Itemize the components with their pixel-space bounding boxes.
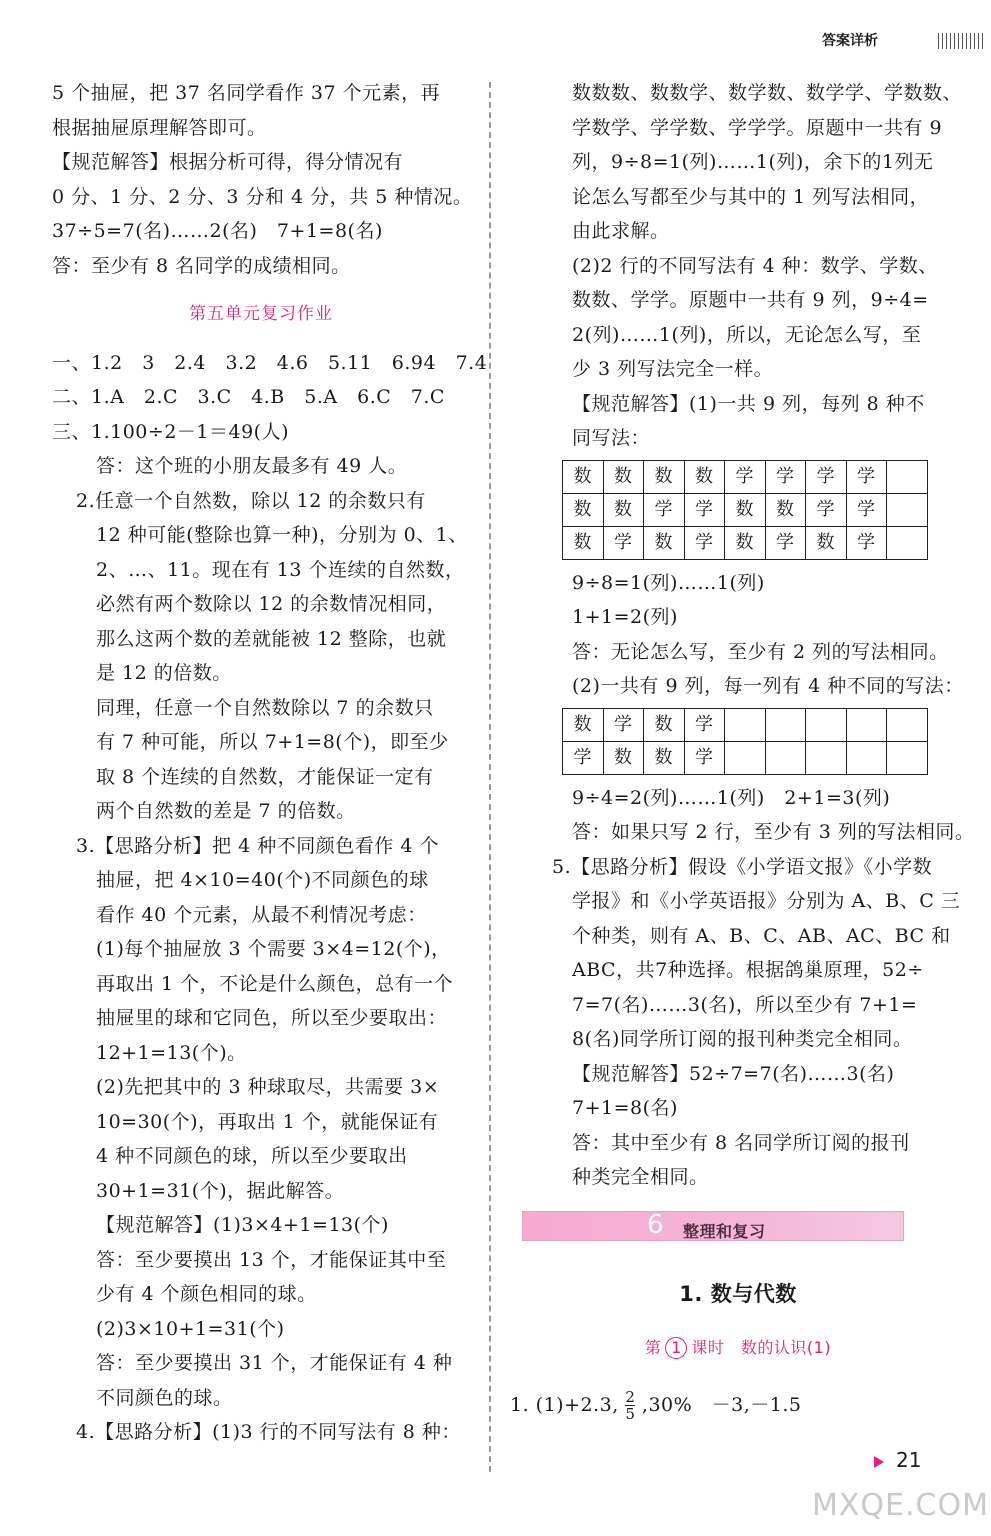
text-line: 学报》和《小学英语报》分别为 A、B、C 三 xyxy=(572,890,961,912)
text-line: 学数学、学学数、学学学。原题中一共有 9 xyxy=(572,116,943,139)
table-cell xyxy=(887,708,928,741)
table-cell: 学 xyxy=(806,460,847,493)
table-cell: 数 xyxy=(563,493,604,526)
table-cell: 学 xyxy=(684,741,725,774)
text-line: 取 8 个连续的自然数，才能保证一定有 xyxy=(96,765,434,788)
table-cell: 学 xyxy=(846,460,887,493)
text-line: 是 12 的倍数。 xyxy=(96,662,232,684)
text-line: (2)先把其中的 3 种球取尽，共需要 3× xyxy=(96,1076,440,1098)
table-cell: 数 xyxy=(644,741,685,774)
table-row xyxy=(563,493,928,526)
text-line: 列，9÷8=1(列)……1(列)，余下的1列无 xyxy=(572,151,934,173)
table-cell: 学 xyxy=(684,493,725,526)
answer-line: 三、1.100÷2－1＝49(人) xyxy=(52,420,289,443)
text-line: 【规范解答】(1)3×4+1=13(个) xyxy=(96,1214,389,1236)
lesson-prefix: 第 xyxy=(644,1338,662,1357)
text-line: 【规范解答】根据分析可得，得分情况有 xyxy=(52,151,404,173)
text-line: (2)一共有 9 列，每一列有 4 种不同的写法： xyxy=(572,675,964,697)
column-divider xyxy=(489,82,491,1472)
text-line: 12 种可能(整除也算一种)，分别为 0、1、 xyxy=(96,524,468,546)
text-line: (1)每个抽屉放 3 个需要 3×4=12(个)， xyxy=(96,938,451,960)
watermark: MXQE.COM xyxy=(812,1488,989,1523)
table-cell xyxy=(887,741,928,774)
answer-suffix: ,30% －3,－1.5 xyxy=(641,1393,802,1416)
answer-line: 二、1.A 2.C 3.C 4.B 5.A 6.C 7.C xyxy=(52,386,445,408)
table-cell: 数 xyxy=(603,741,644,774)
text-line: 看作 40 个元素，从最不利情况考虑： xyxy=(96,903,427,926)
table-cell xyxy=(765,708,806,741)
text-line: (2)3×10+1=31(个) xyxy=(96,1317,285,1340)
text-line: 数数、学学。原题中一共有 9 列，9÷4= xyxy=(572,289,929,311)
answer-line: 一、1.2 3 2.4 3.2 4.6 5.11 6.94 7.4 xyxy=(52,351,488,374)
text-line: 2.任意一个自然数，除以 12 的余数只有 xyxy=(76,489,426,512)
text-line: 9÷8=1(列)……1(列) xyxy=(572,571,765,594)
text-line: 有 7 种可能，所以 7+1=8(个)，即至少 xyxy=(96,731,449,753)
table-cell: 数 xyxy=(603,493,644,526)
text-line: 5 个抽屉，把 37 名同学看作 37 个元素，再 xyxy=(52,82,441,104)
text-line: 答：至少要摸出 31 个，才能保证有 4 种 xyxy=(96,1352,453,1374)
page-number: 21 xyxy=(896,1448,922,1472)
table-cell xyxy=(725,708,766,741)
unit-banner xyxy=(522,1211,904,1241)
table-cell: 数 xyxy=(603,460,644,493)
text-line: 论怎么写都至少与其中的 1 列写法相同， xyxy=(572,185,930,208)
section-title: 第五单元复习作业 xyxy=(189,304,333,324)
text-line: 抽屉里的球和它同色，所以至少要取出： xyxy=(96,1007,448,1029)
text-line: 9÷4=2(列)……1(列) 2+1=3(列) xyxy=(572,786,891,809)
table-cell: 数 xyxy=(806,526,847,559)
text-line: 那么这两个数的差就能被 12 整除，也就 xyxy=(96,627,447,650)
text-line: 4 种不同颜色的球，所以至少要取出 xyxy=(96,1145,408,1167)
table-cell: 学 xyxy=(644,493,685,526)
table-cell: 学 xyxy=(765,460,806,493)
table-cell xyxy=(846,708,887,741)
text-line: 再取出 1 个，不论是什么颜色，总有一个 xyxy=(96,972,454,995)
table-cell: 学 xyxy=(725,460,766,493)
lesson-heading xyxy=(528,1331,948,1366)
text-line: 少有 4 个颜色相同的球。 xyxy=(96,1283,317,1305)
text-line: 12+1=13(个)。 xyxy=(96,1041,247,1064)
table-cell: 学 xyxy=(684,708,725,741)
table-cell xyxy=(765,741,806,774)
text-line: 种类完全相同。 xyxy=(572,1166,709,1188)
text-line: 抽屉，把 4×10=40(个)不同颜色的球 xyxy=(96,869,429,891)
table-cell: 数 xyxy=(563,460,604,493)
text-line: 2(列)……1(列)，所以，无论怎么写，至 xyxy=(572,323,922,346)
text-line: ABC，共7种选择。根据鸽巢原理，52÷ xyxy=(572,959,924,981)
lesson-title: 课时 数的认识(1) xyxy=(691,1338,832,1357)
unit-number: 6 xyxy=(647,1209,665,1240)
table-cell: 学 xyxy=(563,741,604,774)
text-line: 【规范解答】52÷7=7(名)……3(名) xyxy=(572,1062,895,1085)
text-line: 【规范解答】(1)一共 9 列，每列 8 种不 xyxy=(572,392,925,415)
table-row xyxy=(563,526,928,559)
text-line: 1+1=2(列) xyxy=(572,606,678,628)
table-cell xyxy=(887,460,928,493)
text-line: 个种类，则有 A、B、C、AB、AC、BC 和 xyxy=(572,924,951,947)
text-line: 答：这个班的小朋友最多有 49 人。 xyxy=(96,455,408,477)
table-cell: 数 xyxy=(563,708,604,741)
text-line: 数数数、数数学、数学数、数学学、学数数、 xyxy=(572,82,963,104)
page-marker-icon xyxy=(874,1456,884,1468)
table-cell: 数 xyxy=(684,460,725,493)
text-line: 4.【思路分析】(1)3 行的不同写法有 8 种： xyxy=(76,1421,461,1443)
text-line: 同理，任意一个自然数除以 7 的余数只 xyxy=(96,696,434,719)
chapter-title: 1. 数与代数 xyxy=(679,1281,797,1306)
table-row xyxy=(563,708,928,741)
text-line: 7+1=8(名) xyxy=(572,1097,678,1119)
answer-line xyxy=(510,1388,948,1423)
table-cell xyxy=(806,708,847,741)
text-line: 7=7(名)……3(名)，所以至少有 7+1= xyxy=(572,993,918,1016)
table-cell: 学 xyxy=(806,493,847,526)
table-cell: 数 xyxy=(644,708,685,741)
left-column xyxy=(52,76,488,1450)
text-line: 5.【思路分析】假设《小学语文报》《小学数 xyxy=(552,855,933,878)
table-cell xyxy=(887,493,928,526)
text-line: 0 分、1 分、2 分、3 分和 4 分，共 5 种情况。 xyxy=(52,185,473,208)
table-cell: 数 xyxy=(644,526,685,559)
text-line: 由此求解。 xyxy=(572,220,670,242)
text-line: 不同颜色的球。 xyxy=(96,1386,233,1409)
text-line: 答：无论怎么写，至少有 2 列的写法相同。 xyxy=(572,640,949,663)
table-cell xyxy=(846,741,887,774)
table-cell: 学 xyxy=(846,526,887,559)
table-row xyxy=(563,741,928,774)
table-cell xyxy=(725,741,766,774)
answer-prefix: 1. (1)+2.3, xyxy=(510,1393,619,1416)
text-line: 答：其中至少有 8 名同学所订阅的报刊 xyxy=(572,1131,910,1154)
text-line: 少 3 列写法完全一样。 xyxy=(572,358,774,380)
lesson-number: 1 xyxy=(665,1337,687,1359)
text-line: 8(名)同学所订阅的报刊种类完全相同。 xyxy=(572,1028,913,1050)
arrangement-table-2-rows xyxy=(562,708,928,775)
unit-title: 整理和复习 xyxy=(683,1221,766,1241)
table-cell: 学 xyxy=(603,708,644,741)
table-cell: 学 xyxy=(684,526,725,559)
fraction xyxy=(625,1389,635,1422)
table-cell: 数 xyxy=(725,493,766,526)
header-tick-decoration xyxy=(938,33,984,49)
text-line: 37÷5=7(名)……2(名) 7+1=8(名) xyxy=(52,220,383,242)
text-line: 答：如果只写 2 行，至少有 3 列的写法相同。 xyxy=(572,821,975,843)
table-row xyxy=(563,460,928,493)
table-cell: 学 xyxy=(846,493,887,526)
right-column xyxy=(510,76,975,1423)
table-cell: 数 xyxy=(765,493,806,526)
text-line: 同写法： xyxy=(572,427,651,449)
text-line: 两个自然数的差是 7 的倍数。 xyxy=(96,800,356,822)
table-cell xyxy=(887,526,928,559)
text-line: 30+1=31(个)，据此解答。 xyxy=(96,1179,345,1202)
text-line: 必然有两个数除以 12 的余数情况相同， xyxy=(96,593,447,615)
table-cell: 学 xyxy=(765,526,806,559)
text-line: 3.【思路分析】把 4 种不同颜色看作 4 个 xyxy=(76,834,439,857)
header-label: 答案详析 xyxy=(822,33,878,49)
text-line: 答：至少要摸出 13 个，才能保证其中至 xyxy=(96,1248,447,1271)
text-line: 2、…、11。现在有 13 个连续的自然数， xyxy=(96,558,465,581)
arrangement-table-3-rows xyxy=(562,460,928,560)
text-line: 根据抽屉原理解答即可。 xyxy=(52,116,267,139)
table-cell: 数 xyxy=(644,460,685,493)
text-line: (2)2 行的不同写法有 4 种：数学、学数、 xyxy=(572,254,938,277)
text-line: 10=30(个)，再取出 1 个，就能保证有 xyxy=(96,1110,439,1133)
table-cell xyxy=(806,741,847,774)
table-cell: 数 xyxy=(725,526,766,559)
fraction-denominator: 5 xyxy=(625,1405,636,1423)
table-cell: 数 xyxy=(563,526,604,559)
fraction-numerator: 2 xyxy=(625,1388,636,1406)
text-line: 答：至少有 8 名同学的成绩相同。 xyxy=(52,254,351,277)
table-cell: 学 xyxy=(603,526,644,559)
